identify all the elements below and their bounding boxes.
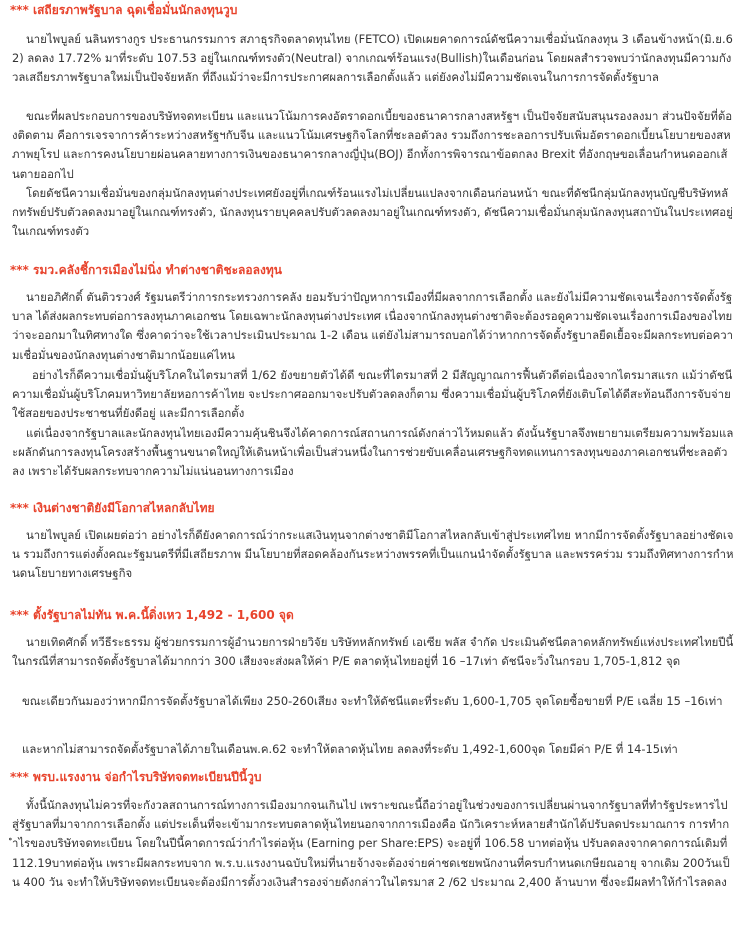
paragraph: ขณะที่ผลประกอบการของบริษัทจดทะเบียน และแนวโน้มการคงอัตราดอกเบี้ยของธนาคารกลางสหรัฐฯ เป็นปัจจัยสนับสนุนรองลงมา ส่วนปัจจัยที่ต้องติดตาม คือการเจรจาการค้าระหว่างสหรัฐฯกับจีน และแนวโน้มเศรษฐกิจโลกที่ชะลอตัวลง รวมถึงการชะลอการปรับเพิ่มอัตราดอกเบี้ยนโยบายของสหภาพยุโรป และการคงนโยบายผ่อนคลายทางการเงินของธนาคารกลางญี่ปุ่น(BOJ) อีกทั้งการพิจารณาข้อตกลง Brexit ที่อังกฤษขอเลื่อนกำหนดออกเส้นตายออกไป — [12, 109, 733, 181]
section-title-labor-act: *** พรบ.แรงงาน จ่อกำไรบริษัทจดทะเบียนปีนี้วูบ — [10, 770, 262, 784]
paragraph: นายไพบูลย์ นลินทรางกูร ประธานกรรมการ สภาธุรกิจตลาดทุนไทย (FETCO) เปิดเผยคาดการณ์ดัชนีความเชื่อมั่นนักลงทุน 3 เดือนข้างหน้า(มิ.ย.62) ลดลง 17.72% มาที่ระดับ 107.53 อยู่ในเกณฑ์ทรงตัว(Neutral) จากเกณฑ์ร้อนแรง(Bullish)ในเดือนก่อน โดยผลสำรวจพบว่านักลงทุนมีความกังวลเสถียรภาพรัฐบาลใหม่เป็นปัจจัยหลัก ที่ถึงแม้ว่าจะมีการประกาศผลการเลือกตั้งแล้ว แต่ยังคงไม่มีความชัดเจนในการการจัดตั้งรัฐบาล — [12, 32, 733, 85]
paragraph: นายอภิศักดิ์ ตันติวรวงศ์ รัฐมนตรีว่าการกระทรวงการคลัง ยอมรับว่าปัญหาการเมืองที่มีผลจากการเลือกตั้ง และยังไม่มีความชัดเจนเรื่องการจัดตั้งรัฐบาล ได้ส่งผลกระทบต่อการลงทุนภาคเอกชน โดยเฉพาะนักลงทุนต่างประเทศ เนื่องจากนักลงทุนต่างชาติจะต้องรอดูความชัดเจนเรื่องการเมืองของไทยว่าจะออกมาในทิศทางใด ซึ่งคาดว่าจะใช้เวลาประเมินประมาณ 1-2 เดือน แต่ยังไม่สามารถบอกได้ว่าหากการจัดตั้งรัฐบาลยืดเยื้อจะมีผลกระทบต่อความเชื่อมั่นของนักลงทุนต่างชาติมากน้อยแค่ไหน — [12, 290, 734, 362]
section-title-index-forecast: *** ตั้งรัฐบาลไม่ทัน พ.ค.นี้ดิ่งเหว 1,492 - 1,600 จุด — [10, 608, 294, 622]
paragraph: โดยดัชนีความเชื่อมั่นของกลุ่มนักลงทุนต่างประเทศยังอยู่ที่เกณฑ์ร้อนแรงไม่เปลี่ยนแปลงจากเดือนก่อนหน้า ขณะที่ดัชนีกลุ่มนักลงทุนบัญชีบริษัทหลักทรัพย์ปรับตัวลดลงมาอยู่ในเกณฑ์ทรงตัว, นักลงทุนรายบุคคลปรับตัวลดลงมาอยู่ในเกณฑ์ทรงตัว, ดัชนีความเชื่อมั่นกลุ่มนักลงทุนสถาบันในประเทศอยู่ในเกณฑ์ทรงตัว — [12, 186, 733, 239]
paragraph: นายไพบูลย์ เปิดเผยต่อว่า อย่างไรก็ดียังคาดการณ์ว่ากระแสเงินทุนจากต่างชาติมีโอกาสไหลกลับเข้าสู่ประเทศไทย หากมีการจัดตั้งรัฐบาลอย่างชัดเจน รวมถึงการแต่งตั้งคณะรัฐมนตรีที่มีเสถียรภาพ มีนโยบายที่สอดคล้องกันระหว่างพรรคที่เป็นแกนนำจัดตั้งรัฐบาล และพรรคร่วม รวมถึงทิศทางการกำหนดนโยบายทางเศรษฐกิจ — [12, 528, 734, 581]
section-title-finance-minister: *** รมว.คลังชี้การเมืองไม่นิ่ง ทำต่างชาติชะลอลงทุน — [10, 263, 282, 277]
section-title-foreign-capital: *** เงินต่างชาติยังมีโอกาสไหลกลับไทย — [10, 501, 215, 515]
paragraph: ขณะเดียวกันมองว่าหากมีการจัดตั้งรัฐบาลได้เพียง 250-260เสียง จะทำให้ดัชนีแตะที่ระดับ 1,600-1,705 จุดโดยซื้อขายที่ P/E เฉลี่ย 15 –16เท่า — [22, 694, 723, 708]
paragraph: ทั้งนี้นักลงทุนไม่ควรที่จะกังวลสถานการณ์ทางการเมืองมากจนเกินไป เพราะขณะนี้ถือว่าอยู่ในช่วงของการเปลี่ยนผ่านจากรัฐบาลที่ทำรัฐประหารไปสู่รัฐบาลที่มาจากการเลือกตั้ง แต่ประเด็นที่จะเข้ามากระทบตลาดหุ้นไทยนอกจากการเมืองคือ นักวิเคราะห์หลายสำนักได้ปรับลดประมาณการ การทำกำไรของบริษัทจดทะเบียน โดยในปีนี้คาดการณ์ว่ากำไรต่อหุ้น (Earning per Share:EPS) จะอยู่ที่ 106.58 บาทต่อหุ้น ปรับลดลงจากคาดการณ์เดิมที่ 112.19บาทต่อหุ้น เพราะมีผลกระทบจาก พ.ร.บ.แรงงานฉบับใหม่ที่นายจ้างจะต้องจ่ายค่าชดเชยพนักงานที่ครบกำหนดเกษียณอายุ จากเดิม 200วันเป็น 400 วัน จะทำให้บริษัทจดทะเบียนจะต้องมีการตั้งวงเงินสำรองจ่ายดังกล่าวในไตรมาส 2 /62 ประมาณ 2,400 ล้านบาท ซึ่งจะมีผลทำให้กำไรลดลง — [12, 798, 730, 889]
paragraph: และหากไม่สามารถจัดตั้งรัฐบาลได้ภายในเดือนพ.ค.62 จะทำให้ตลาดหุ้นไทย ลดลงที่ระดับ 1,492-1,600จุด โดยมีค่า P/E ที่ 14-15เท่า — [22, 742, 678, 756]
paragraph: นายเทิดศักดิ์ ทวีธีระธรรม ผู้ช่วยกรรมการผู้อำนวยการฝ่ายวิจัย บริษัทหลักทรัพย์ เอเซีย พลัส จำกัด ประเมินดัชนีตลาดหลักทรัพย์แห่งประเทศไทยปีนี้ ในกรณีที่สามารถจัดตั้งรัฐบาลได้มากกว่า 300 เสียงจะส่งผลให้ค่า P/E ตลาดหุ้นไทยอยู่ที่ 16 –17เท่า ดัชนีจะวิ่งในกรอบ 1,705-1,812 จุด — [12, 635, 734, 669]
section-title-government-stability: *** เสถียรภาพรัฐบาล ฉุดเชื่อมั่นนักลงทุนวูบ — [10, 3, 238, 17]
paragraph: แต่เนื่องจากรัฐบาลและนักลงทุนไทยเองมีความคุ้นชินจึงได้คาดการณ์สถานการณ์ดังกล่าวไว้หมดแล้ว ดังนั้นรัฐบาลจึงพยายามเตรียมความพร้อมและผลักดันการลงทุนโครงสร้างพื้นฐานขนาดใหญ่ให้เดินหน้าเพื่อเป็นส่วนหนึ่งในการช่วยขับเคลื่อนเศรษฐกิจทดแทนการลงทุนของภาคเอกชนที่ชะลอตัวลง เพราะได้รับผลกระทบจากความไม่แน่นอนทางการเมือง — [12, 426, 734, 479]
paragraph: อย่างไรก็ดีความเชื่อมั่นผู้บริโภคในไตรมาสที่ 1/62 ยังขยายตัวได้ดี ขณะที่ไตรมาสที่ 2 มีสัญญาณการฟื้นตัวดีต่อเนื่องจากไตรมาสแรก แม้ว่าดัชนีความเชื่อมั่นผู้บริโภคมหาวิทยาลัยหอการค้าไทย จะประกาศออกมาจะปรับตัวลดลงก็ตาม ซึ่งความเชื่อมั่นผู้บริโภคที่ยังเติบโตได้ดีสะท้อนถึงการจับจ่ายใช้สอยของประชาชนที่ยังดีอยู่ และมีการเลือกตั้ง — [12, 368, 733, 421]
